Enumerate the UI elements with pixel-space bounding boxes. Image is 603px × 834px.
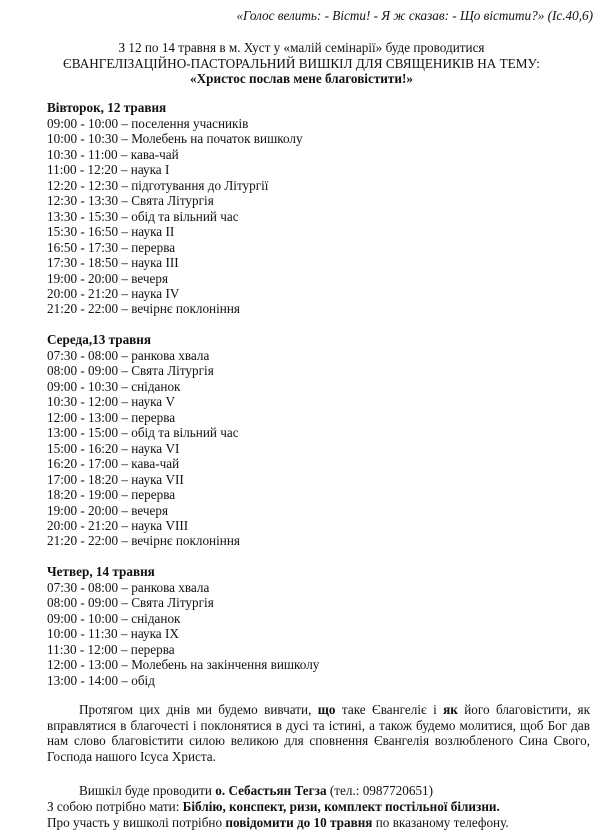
- paragraph-text-1: Протягом цих днів ми будемо вивчати,: [79, 702, 318, 717]
- footer-leader-phone: (тел.: 0987720651): [326, 783, 434, 798]
- header-theme: «Христос послав мене благовістити!»: [190, 71, 413, 86]
- schedule-day-thursday: [47, 564, 583, 688]
- schedule-item: 08:00 - 09:00 – Свята Літургія: [47, 595, 214, 611]
- schedule-item: 21:20 - 22:00 – вечірнє поклоніння: [47, 301, 240, 317]
- schedule-list: [47, 580, 583, 688]
- schedule-item: 16:20 - 17:00 – кава-чай: [47, 456, 180, 472]
- footer-notify-line: [47, 815, 590, 831]
- footer-notify-tail: по вказаному телефону.: [372, 815, 509, 830]
- schedule-item: 12:00 - 13:00 – перерва: [47, 409, 176, 425]
- day-title: Середа,13 травня: [47, 332, 152, 347]
- schedule-item: 17:30 - 18:50 – наука III: [47, 255, 179, 271]
- schedule-item: 08:00 - 09:00 – Свята Літургія: [47, 363, 214, 379]
- paragraph-text-3: його благовістити, як вправлятися в благочесті і поклонятися в дусі та істині, а також будемо молитися, щоб Бог дав нам слово благовістити силою великою для сповнення Євангелія возлюбленого Сина Свого, Господа нашого Ісуса Христа.: [47, 702, 590, 765]
- schedule-item: 12:00 - 13:00 – Молебень на закінчення вишколу: [47, 657, 320, 673]
- schedule-item: 11:30 - 12:00 – перерва: [47, 641, 175, 657]
- schedule-item: 13:00 - 15:00 – обід та вільний час: [47, 425, 239, 441]
- schedule-item: 16:50 - 17:30 – перерва: [47, 239, 176, 255]
- day-title: Четвер, 14 травня: [47, 564, 155, 579]
- paragraph-bold-what: що: [317, 702, 336, 717]
- schedule-item: 20:00 - 21:20 – наука IV: [47, 285, 180, 301]
- schedule-item: 10:30 - 11:00 – кава-чай: [47, 146, 179, 162]
- footer-leader-line: [47, 783, 590, 799]
- day-title: Вівторок, 12 травня: [47, 100, 167, 115]
- header-event-title: ЄВАНГЕЛІЗАЦІЙНО-ПАСТОРАЛЬНИЙ ВИШКІЛ ДЛЯ СВЯЩЕНИКІВ НА ТЕМУ:: [63, 55, 540, 71]
- schedule-item: 10:00 - 10:30 – Молебень на початок вишколу: [47, 131, 303, 147]
- schedule-item: 09:00 - 10:00 – сніданок: [47, 610, 181, 626]
- schedule-item: 20:00 - 21:20 – наука VIII: [47, 517, 189, 533]
- footer-bring-items: Біблію, конспект, ризи, комплект постільної білизни.: [182, 799, 500, 814]
- schedule-list: [47, 116, 583, 317]
- footer-notify-deadline: повідомити до 10 травня: [225, 815, 373, 830]
- schedule-item: 07:30 - 08:00 – ранкова хвала: [47, 348, 210, 363]
- schedule-item: 09:00 - 10:00 – поселення учасників: [47, 116, 249, 131]
- footer-leader-name: о. Себастьян Тегза: [215, 783, 327, 798]
- footer-leader-label: Вишкіл буде проводити: [79, 783, 216, 798]
- schedule-item: 12:20 - 12:30 – підготування до Літургії: [47, 177, 269, 193]
- footer-info: [47, 783, 590, 831]
- epigraph-quote: «Голос велить: - Вісти! - Я ж сказав: - Що вістити?» (Іс.40,6): [236, 8, 593, 23]
- footer-bring-label: З собою потрібно мати:: [47, 799, 183, 814]
- schedule-item: 19:00 - 20:00 – вечеря: [47, 502, 169, 518]
- schedule-item: 13:30 - 15:30 – обід та вільний час: [47, 208, 239, 224]
- schedule-item: 12:30 - 13:30 – Свята Літургія: [47, 193, 214, 209]
- schedule-item: 15:00 - 16:20 – наука VI: [47, 440, 180, 456]
- schedule-item: 09:00 - 10:30 – сніданок: [47, 378, 181, 394]
- footer-bring-line: [47, 799, 590, 815]
- document-header: [20, 40, 583, 87]
- paragraph-bold-how: як: [443, 702, 458, 717]
- schedule-list: [47, 348, 583, 549]
- header-intro: З 12 по 14 травня в м. Хуст у «малій семінарії» буде проводитися: [118, 40, 485, 55]
- schedule-item: 19:00 - 20:00 – вечеря: [47, 270, 169, 286]
- schedule-item: 10:30 - 12:00 – наука V: [47, 394, 175, 410]
- paragraph-text-2: таке Євангеліє і: [335, 702, 444, 717]
- schedule-item: 11:00 - 12:20 – наука I: [47, 162, 170, 178]
- schedule-item: 15:30 - 16:50 – наука II: [47, 224, 175, 240]
- schedule-item: 21:20 - 22:00 – вечірнє поклоніння: [47, 533, 240, 549]
- schedule-day-wednesday: [47, 332, 583, 549]
- schedule-item: 10:00 - 11:30 – наука IX: [47, 626, 179, 642]
- footer-notify-label: Про участь у вишколі потрібно: [47, 815, 226, 830]
- description-paragraph: [47, 702, 590, 765]
- schedule-item: 13:00 - 14:00 – обід: [47, 672, 155, 688]
- schedule-item: 07:30 - 08:00 – ранкова хвала: [47, 580, 210, 595]
- schedule-item: 17:00 - 18:20 – наука VII: [47, 471, 184, 487]
- schedule-day-tuesday: [47, 100, 583, 317]
- schedule-item: 18:20 - 19:00 – перерва: [47, 487, 176, 503]
